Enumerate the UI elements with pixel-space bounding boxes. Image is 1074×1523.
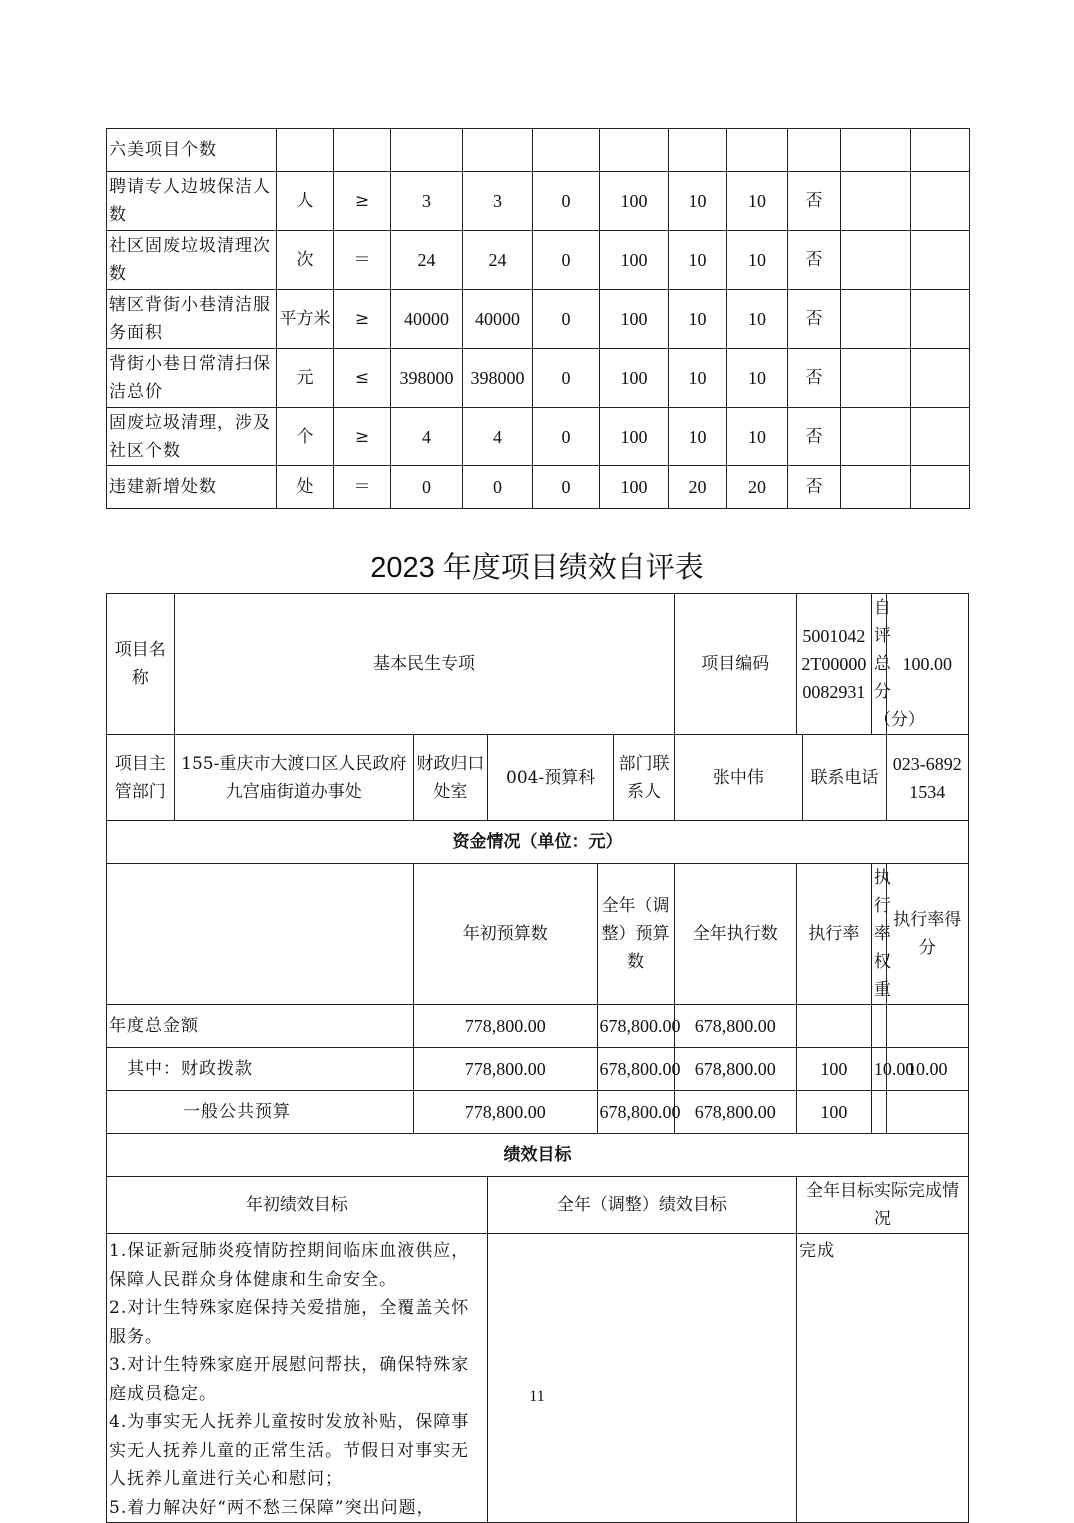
indicator-cell-score: 10: [727, 349, 788, 408]
indicator-cell-c2: [911, 231, 970, 290]
goals-initial-cell: [107, 1234, 488, 1523]
indicator-cell-name: 聘请专人边坡保洁人数: [107, 172, 277, 231]
indicator-cell-rate: 100: [600, 466, 669, 509]
indicator-cell-c2: [911, 172, 970, 231]
goals-header-row: [107, 1177, 969, 1234]
indicator-cell-rate: 100: [600, 231, 669, 290]
indicator-cell-actual: 4: [463, 408, 533, 466]
indicator-cell-unit: [277, 129, 334, 172]
funds-header-4: 执行率: [796, 864, 871, 1005]
indicator-cell-score: [727, 129, 788, 172]
goal-item: 2.对计生特殊家庭保持关爱措施，全覆盖关怀服务。: [109, 1298, 470, 1347]
indicator-cell-c2: [911, 290, 970, 349]
funds-cell-rate: 100: [796, 1048, 871, 1091]
indicator-cell-c1: [841, 466, 911, 509]
indicator-cell-c1: [841, 231, 911, 290]
indicator-cell-name: 违建新增处数: [107, 466, 277, 509]
page-number: 11: [529, 1388, 545, 1405]
indicator-cell-deviation: [533, 129, 600, 172]
funds-cell-weight: [871, 1091, 886, 1134]
funds-header-5: 执行率权重: [871, 864, 886, 1005]
indicator-row: [107, 129, 970, 172]
funds-cell-score: [886, 1005, 968, 1048]
funds-header-3: 全年执行数: [674, 864, 796, 1005]
funds-cell-rate: [796, 1005, 871, 1048]
indicator-cell-correct: 否: [788, 349, 841, 408]
goals-content-row: [107, 1234, 969, 1523]
indicator-cell-rate: [600, 129, 669, 172]
indicator-row: [107, 408, 970, 466]
goal-item: 1.保证新冠肺炎疫情防控期间临床血液供应，保障人民群众身体健康和生命安全。: [109, 1241, 470, 1290]
funds-header-row: [107, 864, 969, 1005]
indicator-cell-target: 3: [391, 172, 463, 231]
funds-header-6: 执行率得分: [886, 864, 968, 1005]
funds-row: [107, 1005, 969, 1048]
indicator-row: [107, 290, 970, 349]
goal-item: 5.着力解决好“两不愁三保障”突出问题，: [109, 1497, 435, 1518]
indicator-cell-c1: [841, 349, 911, 408]
indicator-cell-actual: 398000: [463, 349, 533, 408]
project-name: 基本民生专项: [174, 594, 674, 735]
funds-cell-weight: 10.00: [871, 1048, 886, 1091]
indicator-cell-c2: [911, 349, 970, 408]
funds-header-0: [107, 864, 414, 1005]
goals-section-row: [107, 1134, 969, 1177]
funds-row: [107, 1048, 969, 1091]
indicator-cell-deviation: 0: [533, 466, 600, 509]
indicator-cell-deviation: 0: [533, 408, 600, 466]
funds-cell-adjusted: 678,800.00: [597, 1005, 674, 1048]
funds-cell-initial: 778,800.00: [413, 1048, 597, 1091]
indicator-cell-score: 20: [727, 466, 788, 509]
indicator-cell-actual: 40000: [463, 290, 533, 349]
indicator-cell-c2: [911, 129, 970, 172]
funds-cell-label: 其中：财政拨款: [107, 1048, 414, 1091]
funds-section-title: 资金情况（单位：元）: [107, 821, 969, 864]
goal-item: 3.对计生特殊家庭开展慰问帮扶，确保特殊家庭成员稳定。: [109, 1355, 470, 1404]
indicator-cell-actual: 3: [463, 172, 533, 231]
indicator-cell-deviation: 0: [533, 231, 600, 290]
project-name-label: 项目名称: [107, 594, 175, 735]
contact-label: 部门联系人: [614, 735, 674, 821]
indicator-cell-deviation: 0: [533, 172, 600, 231]
indicator-cell-target: 24: [391, 231, 463, 290]
indicator-cell-op: ＝: [334, 466, 391, 509]
goals-adjusted-cell: [487, 1234, 796, 1523]
indicator-cell-target: 4: [391, 408, 463, 466]
indicator-row: [107, 172, 970, 231]
funds-header-2: 全年（调整）预算数: [597, 864, 674, 1005]
funds-row: [107, 1091, 969, 1134]
goals-header-adjusted: 全年（调整）绩效目标: [487, 1177, 796, 1234]
goals-header-initial: 年初绩效目标: [107, 1177, 488, 1234]
indicator-cell-deviation: 0: [533, 349, 600, 408]
indicator-cell-op: ≥: [334, 408, 391, 466]
indicator-cell-op: ≤: [334, 349, 391, 408]
indicator-cell-correct: 否: [788, 231, 841, 290]
indicator-cell-name: 背街小巷日常清扫保洁总价: [107, 349, 277, 408]
indicator-cell-weight: 10: [669, 290, 727, 349]
indicator-table: [106, 128, 970, 509]
funds-cell-adjusted: 678,800.00: [597, 1091, 674, 1134]
funds-cell-adjusted: 678,800.00: [597, 1048, 674, 1091]
indicator-cell-target: 0: [391, 466, 463, 509]
funds-header-1: 年初预算数: [413, 864, 597, 1005]
indicator-cell-name: 固废垃圾清理，涉及社区个数: [107, 408, 277, 466]
indicator-row: [107, 231, 970, 290]
self-score-label: 自评总分（分）: [871, 594, 886, 735]
indicator-cell-correct: 否: [788, 290, 841, 349]
funds-cell-rate: 100: [796, 1091, 871, 1134]
project-row-2: [107, 735, 969, 821]
indicator-cell-rate: 100: [600, 408, 669, 466]
indicator-cell-unit: 平方米: [277, 290, 334, 349]
funds-cell-label: 年度总金额: [107, 1005, 414, 1048]
indicator-cell-unit: 处: [277, 466, 334, 509]
indicator-cell-weight: 10: [669, 349, 727, 408]
funds-cell-label: 一般公共预算: [107, 1091, 414, 1134]
funds-cell-initial: 778,800.00: [413, 1005, 597, 1048]
self-score: 100.00: [886, 594, 968, 735]
indicator-cell-c1: [841, 408, 911, 466]
indicator-cell-weight: 20: [669, 466, 727, 509]
indicator-cell-c1: [841, 129, 911, 172]
goals-actual-cell: 完成: [796, 1234, 968, 1523]
phone-value: 023-68921534: [886, 735, 968, 821]
project-code-label: 项目编码: [674, 594, 796, 735]
indicator-cell-c2: [911, 466, 970, 509]
indicator-cell-actual: 24: [463, 231, 533, 290]
dept-value: 155-重庆市大渡口区人民政府九宫庙街道办事处: [174, 735, 413, 821]
dept-label: 项目主管部门: [107, 735, 175, 821]
indicator-cell-weight: 10: [669, 408, 727, 466]
indicator-cell-name: 六美项目个数: [107, 129, 277, 172]
indicator-cell-op: [334, 129, 391, 172]
page-title: 2023 年度项目绩效自评表: [370, 552, 704, 584]
self-evaluation-table: [106, 593, 969, 1523]
indicator-cell-rate: 100: [600, 290, 669, 349]
indicator-cell-target: 398000: [391, 349, 463, 408]
indicator-cell-name: 社区固废垃圾清理次数: [107, 231, 277, 290]
indicator-cell-actual: 0: [463, 466, 533, 509]
funds-cell-executed: 678,800.00: [674, 1091, 796, 1134]
indicator-cell-op: ≥: [334, 290, 391, 349]
funds-cell-executed: 678,800.00: [674, 1048, 796, 1091]
indicator-cell-score: 10: [727, 290, 788, 349]
indicator-cell-correct: 否: [788, 466, 841, 509]
indicator-cell-unit: 个: [277, 408, 334, 466]
funds-cell-score: [886, 1091, 968, 1134]
indicator-cell-target: 40000: [391, 290, 463, 349]
indicator-cell-target: [391, 129, 463, 172]
indicator-row: [107, 466, 970, 509]
indicator-cell-op: ≥: [334, 172, 391, 231]
goal-item: 4.为事实无人抚养儿童按时发放补贴，保障事实无人抚养儿童的正常生活。节假日对事实无人抚养儿童进行关心和慰问；: [109, 1412, 470, 1489]
indicator-cell-weight: 10: [669, 231, 727, 290]
project-row-1: [107, 594, 969, 735]
funds-section-row: [107, 821, 969, 864]
goals-section-title: 绩效目标: [107, 1134, 969, 1177]
indicator-cell-unit: 次: [277, 231, 334, 290]
indicator-cell-actual: [463, 129, 533, 172]
project-code: 50010422T000000082931: [796, 594, 871, 735]
indicator-cell-correct: [788, 129, 841, 172]
indicator-cell-score: 10: [727, 231, 788, 290]
indicator-cell-rate: 100: [600, 349, 669, 408]
indicator-cell-unit: 元: [277, 349, 334, 408]
indicator-cell-deviation: 0: [533, 290, 600, 349]
indicator-cell-name: 辖区背街小巷清洁服务面积: [107, 290, 277, 349]
funds-cell-score: 10.00: [886, 1048, 968, 1091]
indicator-cell-score: 10: [727, 408, 788, 466]
indicator-cell-unit: 人: [277, 172, 334, 231]
indicator-cell-c1: [841, 290, 911, 349]
indicator-cell-score: 10: [727, 172, 788, 231]
funds-cell-weight: [871, 1005, 886, 1048]
fin-office-value: 004-预算科: [487, 735, 614, 821]
indicator-cell-c2: [911, 408, 970, 466]
indicator-cell-correct: 否: [788, 408, 841, 466]
indicator-cell-weight: 10: [669, 172, 727, 231]
funds-cell-executed: 678,800.00: [674, 1005, 796, 1048]
funds-cell-initial: 778,800.00: [413, 1091, 597, 1134]
indicator-cell-weight: [669, 129, 727, 172]
indicator-cell-correct: 否: [788, 172, 841, 231]
indicator-row: [107, 349, 970, 408]
fin-office-label: 财政归口处室: [413, 735, 487, 821]
indicator-cell-c1: [841, 172, 911, 231]
phone-label: 联系电话: [803, 735, 886, 821]
contact-value: 张中伟: [674, 735, 803, 821]
indicator-cell-op: ＝: [334, 231, 391, 290]
goals-header-actual: 全年目标实际完成情况: [796, 1177, 968, 1234]
indicator-cell-rate: 100: [600, 172, 669, 231]
